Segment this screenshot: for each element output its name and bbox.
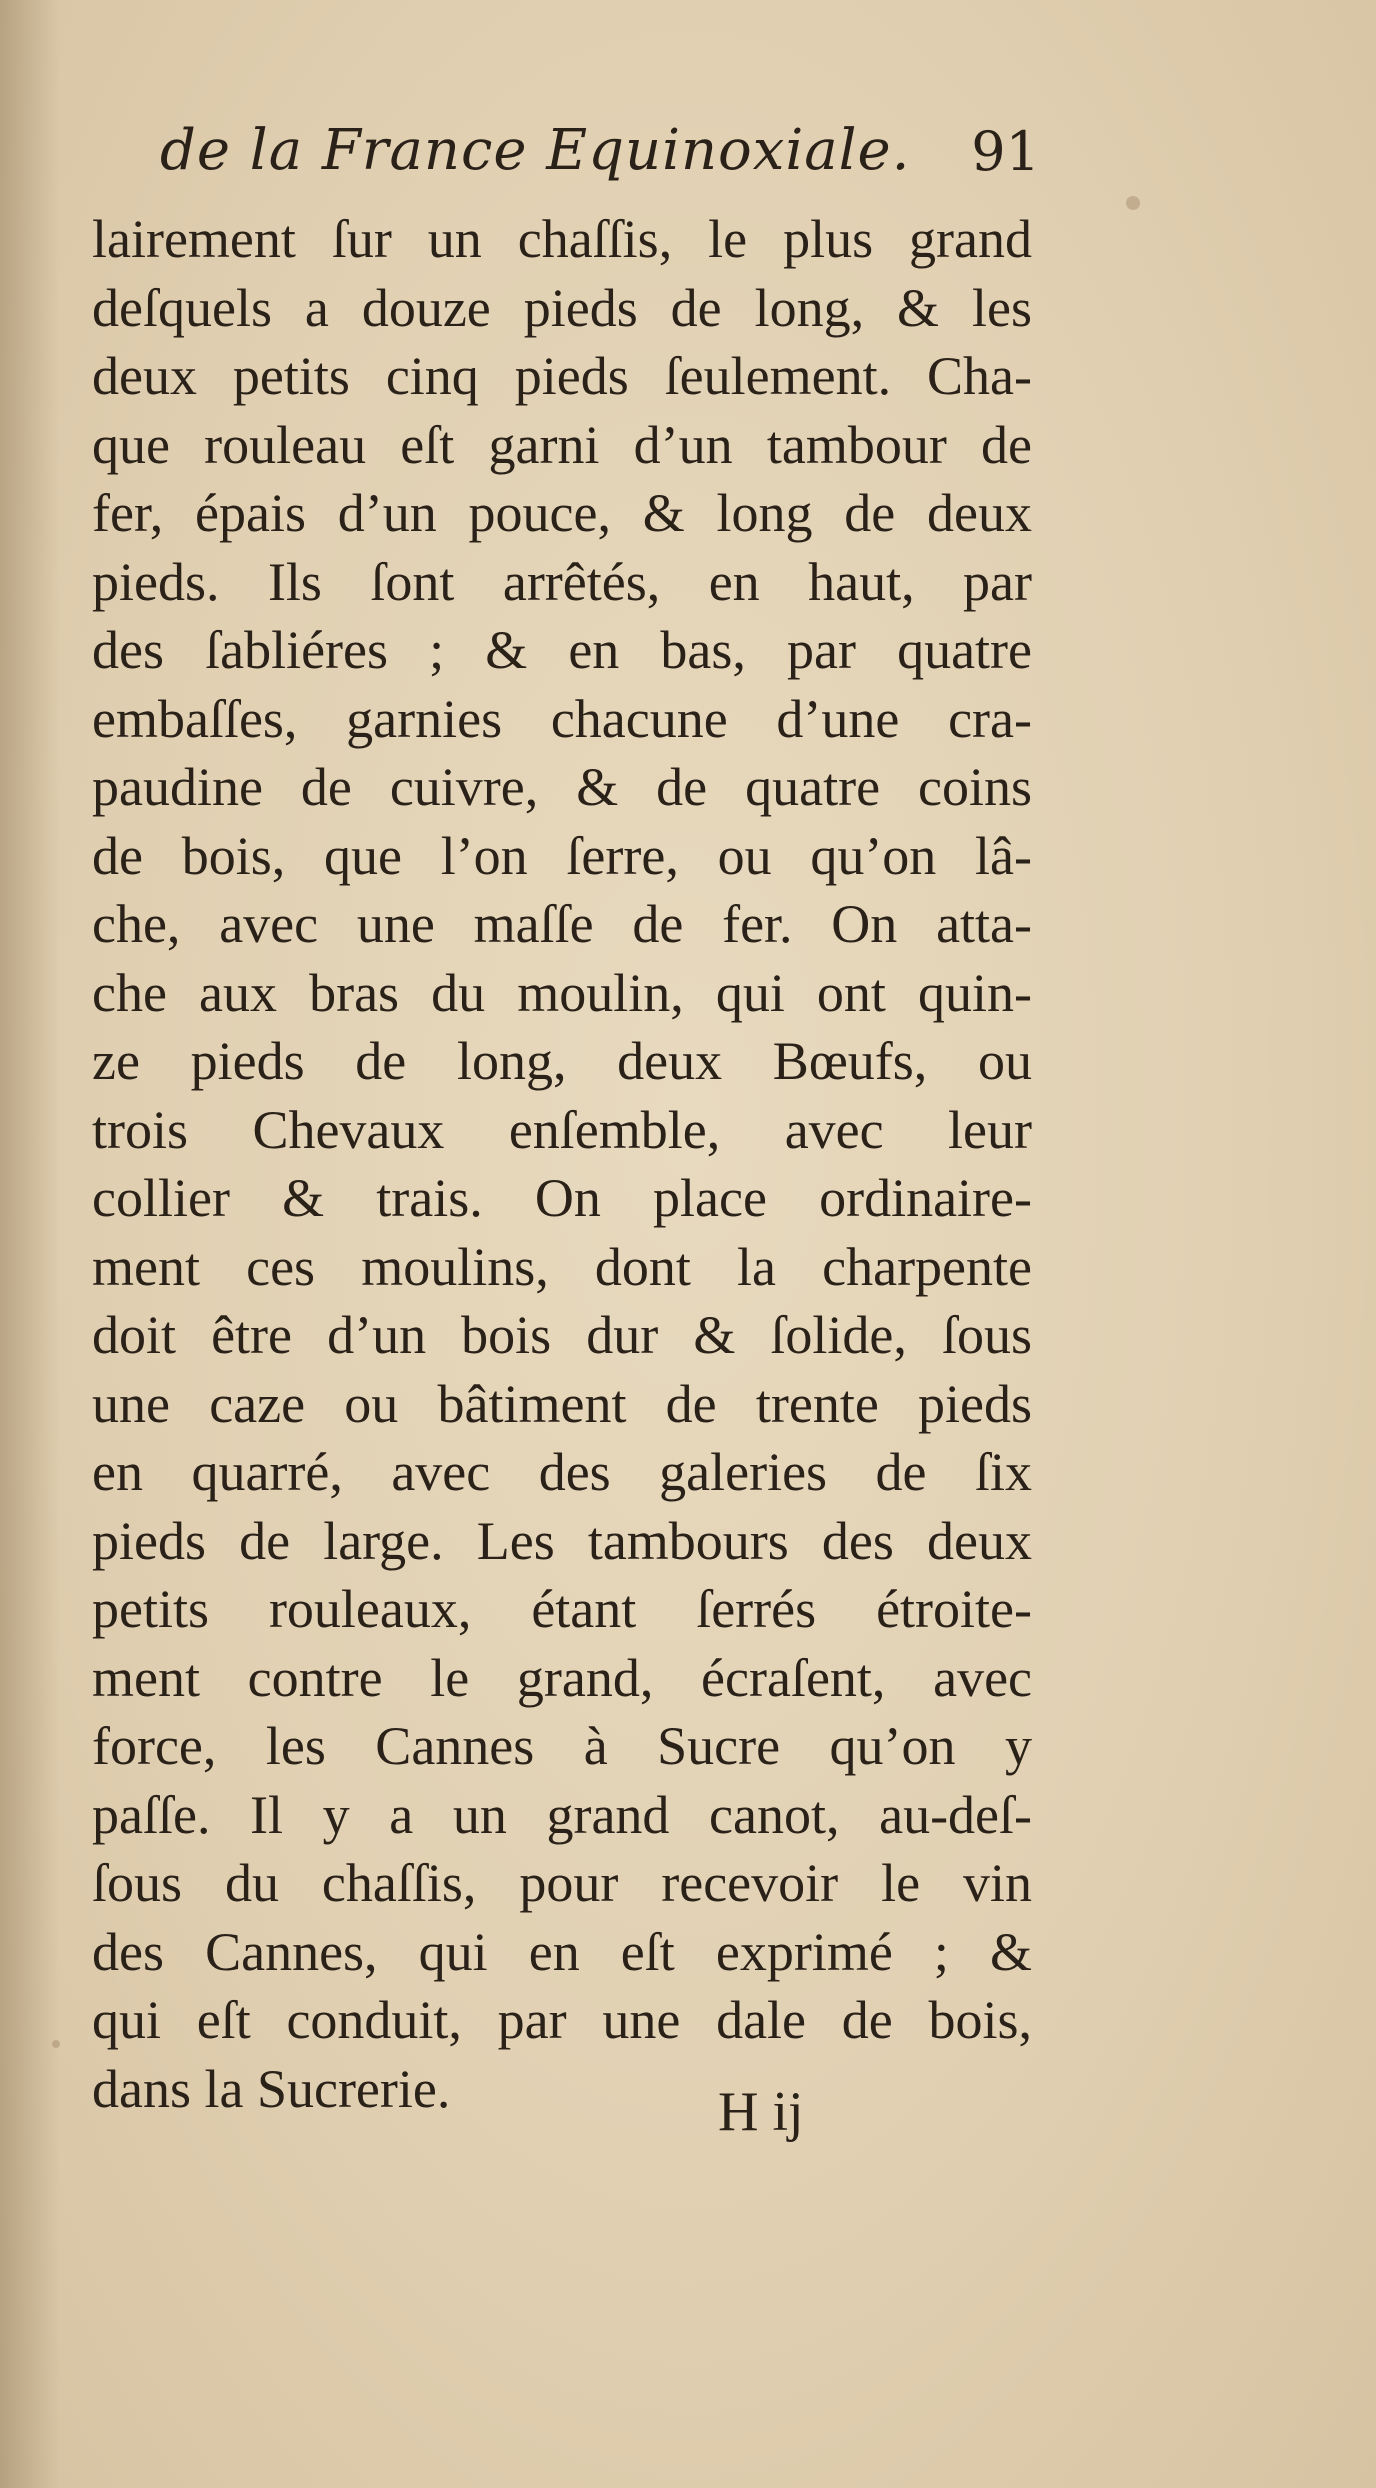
text-line: fer, épais d’un pouce, & long de deux: [92, 483, 1032, 543]
text-line: lairement ſur un chaſſis, le plus grand: [92, 209, 1032, 269]
text-line: ment contre le grand, écraſent, avec: [92, 1647, 1032, 1708]
page-number: 91: [971, 120, 1040, 183]
text-line: ſous du chaſſis, pour recevoir le vin: [92, 1853, 1032, 1913]
text-line: en quarré, avec des galeries de ſix: [92, 1442, 1032, 1502]
paper-blemish: [52, 2040, 60, 2048]
text-line: des ſabliéres ; & en bas, par quatre: [92, 620, 1032, 680]
text-line: une caze ou bâtiment de trente pieds: [92, 1373, 1032, 1434]
text-line: pieds. Ils ſont arrêtés, en haut, par: [92, 551, 1032, 612]
text-line: che aux bras du moulin, qui ont quin-: [92, 962, 1032, 1023]
text-line: qui eſt conduit, par une dale de bois,: [92, 1990, 1032, 2050]
text-line: petits rouleaux, étant ſerrés étroite-: [92, 1579, 1032, 1639]
text-line: ze pieds de long, deux Bœufs, ou: [92, 1031, 1032, 1091]
paper-blemish: [1126, 196, 1140, 210]
body-text: [92, 205, 1032, 2123]
text-line: de bois, que l’on ſerre, ou qu’on lâ-: [92, 825, 1032, 886]
text-line: deſquels a douze pieds de long, & les: [92, 277, 1032, 338]
text-line: collier & trais. On place ordinaire-: [92, 1168, 1032, 1228]
page-header: [160, 118, 1040, 198]
text-line: embaſſes, garnies chacune d’une cra-: [92, 688, 1032, 749]
text-line: trois Chevaux enſemble, avec leur: [92, 1099, 1032, 1160]
signature-mark: H ij: [718, 2081, 804, 2143]
text-line: dans la Sucrerie.: [92, 2058, 451, 2119]
text-line: doit être d’un bois dur & ſolide, ſous: [92, 1305, 1032, 1365]
page-gutter-shadow: [0, 0, 60, 2488]
text-line: che, avec une maſſe de fer. On atta-: [92, 894, 1032, 954]
text-line: paudine de cuivre, & de quatre coins: [92, 757, 1032, 817]
text-line: des Cannes, qui en eſt exprimé ; &: [92, 1921, 1032, 1982]
running-title: de la France Equinoxiale.: [160, 118, 911, 183]
text-line: force, les Cannes à Sucre qu’on y: [92, 1716, 1032, 1776]
text-line: ment ces moulins, dont la charpente: [92, 1236, 1032, 1297]
text-line: paſſe. Il y a un grand canot, au-deſ-: [92, 1784, 1032, 1845]
text-line: deux petits cinq pieds ſeulement. Cha-: [92, 346, 1032, 406]
text-line: pieds de large. Les tambours des deux: [92, 1510, 1032, 1571]
text-line: que rouleau eſt garni d’un tambour de: [92, 414, 1032, 475]
